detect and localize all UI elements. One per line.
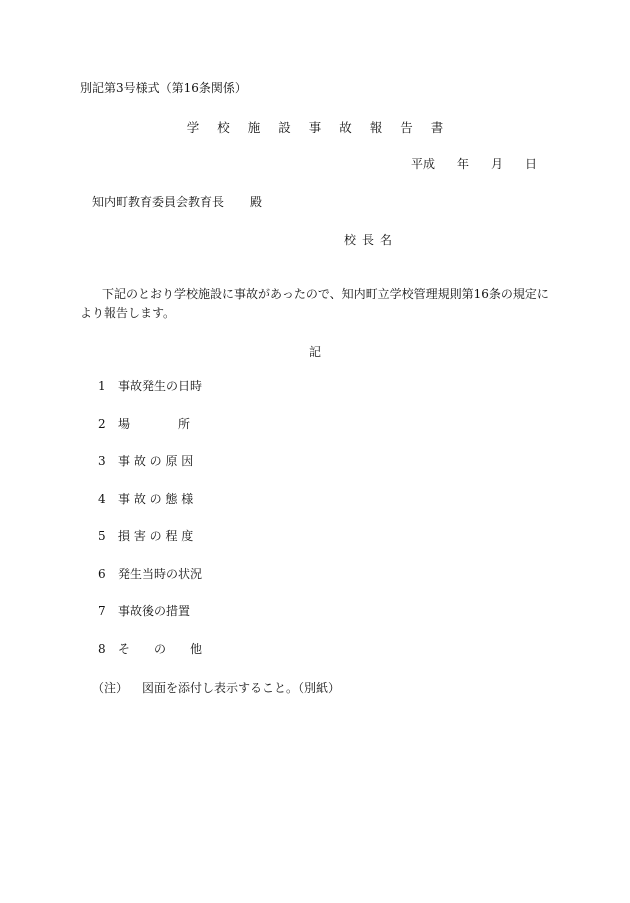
list-item <box>98 567 202 605</box>
item-number: 3 <box>98 454 106 468</box>
list-item <box>98 529 202 567</box>
item-label: 事故後の措置 <box>118 604 191 618</box>
honorific: 殿 <box>250 195 263 209</box>
form-reference: 別記第3号様式（第16条関係） <box>80 81 247 95</box>
item-number: 4 <box>98 491 106 506</box>
item-number: 2 <box>98 416 106 431</box>
body-text: 下記のとおり学校施設に事故があったので、知内町立学校管理規則第16条の規定により報告します。 <box>80 287 549 320</box>
item-label: そ の 他 <box>118 641 203 656</box>
list-item <box>98 642 202 680</box>
ki-heading: 記 <box>308 345 321 359</box>
item-number: 8 <box>98 641 106 656</box>
addressee-line <box>92 193 262 210</box>
item-number: 6 <box>98 566 106 581</box>
item-number: 5 <box>98 529 106 543</box>
date-era: 平成 <box>411 157 436 171</box>
list-item <box>98 604 202 642</box>
date-year: 年 <box>457 157 470 171</box>
date-day: 日 <box>525 157 538 171</box>
item-label: 事 故 の 態 様 <box>118 491 194 506</box>
date-line <box>411 155 537 172</box>
document-title: 学校施設事故報告書 <box>186 120 462 135</box>
note-label: （注） <box>92 681 129 695</box>
item-label: 発生当時の状況 <box>118 566 203 581</box>
item-label: 事故発生の日時 <box>118 379 203 393</box>
item-label: 損 害 の 程 度 <box>118 529 194 543</box>
item-list <box>98 379 202 679</box>
item-label: 場 所 <box>118 416 191 431</box>
note-line <box>92 679 340 696</box>
item-number: 1 <box>98 379 106 393</box>
note-text: 図面を添付し表示すること。（別紙） <box>142 681 341 695</box>
addressee: 知内町教育委員会教育長 <box>92 195 225 209</box>
item-label: 事 故 の 原 因 <box>118 454 194 468</box>
list-item <box>98 417 202 455</box>
principal-name-label: 校長名 <box>344 233 399 247</box>
list-item <box>98 379 202 417</box>
date-month: 月 <box>491 157 504 171</box>
list-item <box>98 454 202 492</box>
item-number: 7 <box>98 604 106 618</box>
list-item <box>98 492 202 530</box>
